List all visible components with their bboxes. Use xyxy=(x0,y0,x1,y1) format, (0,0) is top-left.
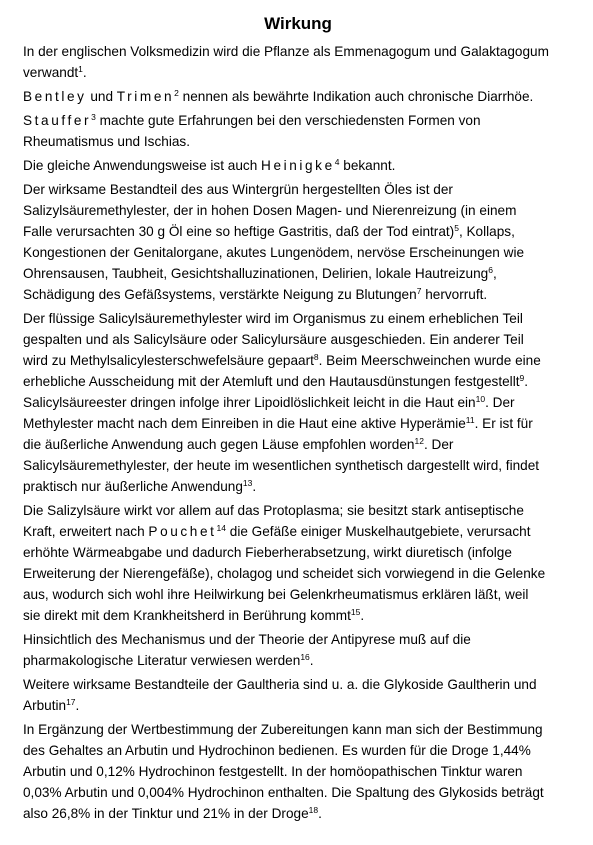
spaced-author-name: Trimen xyxy=(116,89,175,104)
text-run: hervorruft. xyxy=(421,287,488,302)
footnote-marker: 13 xyxy=(242,478,253,488)
text-run: In der englischen Volksmedizin wird die Pflanze als Emmenagogum und Galaktagogum verwandt xyxy=(23,44,549,80)
footnote-marker: 5 xyxy=(454,223,459,233)
text-run: . Beim Meerschweinchen wurde eine erhebliche Ausscheidung mit der Atemluft und den Hautausdünstungen festgestellt xyxy=(23,353,541,389)
text-run: machte gute Erfahrungen bei den verschiedensten Formen von Rheumatismus und Ischias. xyxy=(23,113,481,149)
text-run: . xyxy=(82,65,87,80)
footnote-marker: 14 xyxy=(216,523,226,533)
text-run: Hinsichtlich des Mechanismus und der Theorie der Antipyrese muß auf die pharmakologische Literatur verwiesen werden xyxy=(23,632,471,668)
footnote-marker: 4 xyxy=(334,157,340,167)
paragraph xyxy=(23,41,573,83)
footnote-marker: 11 xyxy=(465,415,475,425)
text-run: In Ergänzung der Wertbestimmung der Zubereitungen kann man sich der Bestimmung des Gehaltes an Arbutin und Hydrochinon bedienen. Es wurden für die Droge 1,44% Arbutin und 0,12% Hydrochinon festgestellt. In der homöopathischen Tinktur waren 0,03% Arbutin und 0,004% Hydrochinon enthalten. Die Spaltung des Glykosids beträgt also 26,8% in der Tinktur und 21% in der Droge xyxy=(23,722,544,821)
spaced-author-name: Bentley xyxy=(23,89,87,104)
body-text xyxy=(23,41,573,824)
text-run: Der wirksame Bestandteil des aus Wintergrün hergestellten Öles ist der Salizylsäuremethylester, der in hohen Dosen Magen- und Nierenreizung (in einem Falle verursachten 30 g Öl eine so heftige Gastritis, daß der Tod eintrat) xyxy=(23,182,517,239)
text-run: bekannt. xyxy=(339,158,396,173)
text-run: . xyxy=(360,608,365,623)
text-run: , Kollaps, Kongestionen der Genitalorgane, akutes Lungenödem, nervöse Erscheinungen wie Ohrensausen, Taubheit, Gesichtshalluzinationen, Delirien, lokale Hautreizung xyxy=(23,224,525,281)
text-run: . Er ist für die äußerliche Anwendung auch gegen Läuse empfohlen worden xyxy=(23,416,533,452)
footnote-marker: 2 xyxy=(174,88,179,98)
paragraph xyxy=(23,110,573,152)
spaced-author-name: Pouchet xyxy=(148,524,217,539)
footnote-marker: 1 xyxy=(78,64,83,74)
footnote-marker: 17 xyxy=(66,697,76,707)
paragraph xyxy=(23,500,573,626)
paragraph xyxy=(23,179,573,305)
text-run: . xyxy=(75,698,80,713)
footnote-marker: 10 xyxy=(475,394,486,404)
footnote-marker: 18 xyxy=(308,805,319,815)
text-run: . Der Methylester macht nach dem Einreiben in die Haut eine aktive Hyperämie xyxy=(23,395,515,431)
text-run: Weitere wirksame Bestandteile der Gaultheria sind u. a. die Glykoside Gaultherin und Arbutin xyxy=(23,677,537,713)
text-run: Die Salizylsäure wirkt vor allem auf das Protoplasma; sie besitzt stark antiseptische Kraft, erweitert nach xyxy=(23,503,524,539)
text-run: . xyxy=(318,806,322,821)
paragraph xyxy=(23,86,573,107)
text-run: . Der Salicylsäuremethylester, der heute im wesentlichen synthetisch dargestellt wird, findet praktisch nur äußerliche Anwendung xyxy=(23,437,540,494)
footnote-marker: 15 xyxy=(350,607,361,617)
text-run: Der flüssige Salicylsäuremethylester wird im Organismus zu einem erheblichen Teil gespalten und als Salicylsäure oder Salicylursäure ausgeschieden. Ein anderer Teil wird zu Methylsalicylesterschwefelsäure gepaart xyxy=(23,311,524,368)
paragraph xyxy=(23,308,573,497)
section-title: Wirkung xyxy=(264,14,332,33)
footnote-marker: 12 xyxy=(414,436,424,446)
text-run: . Salicylsäureester dringen infolge ihrer Lipoidlöslichkeit leicht in die Haut ein xyxy=(23,374,529,410)
footnote-marker: 9 xyxy=(519,373,525,383)
spaced-author-name: Heinigke xyxy=(261,158,335,173)
paragraph xyxy=(23,719,573,824)
text-run: . xyxy=(252,479,257,494)
paragraph xyxy=(23,155,573,176)
paragraph xyxy=(23,629,573,671)
text-run: und xyxy=(86,89,117,104)
footnote-marker: 3 xyxy=(91,112,96,122)
footnote-marker: 8 xyxy=(313,352,319,362)
text-run: nennen als bewährte Indikation auch chronische Diarrhöe. xyxy=(178,89,534,104)
footnote-marker: 7 xyxy=(416,286,422,296)
text-run: Die gleiche Anwendungsweise ist auch xyxy=(23,158,262,173)
footnote-marker: 16 xyxy=(300,652,310,662)
paragraph xyxy=(23,674,573,716)
text-run: die Gefäße einiger Muskelhautgebiete, verursacht erhöhte Wärmeabgabe und dadurch Fieberherabsetzung, wirkt diuretisch (infolge Erweiterung der Nierengefäße), cholagog und scheidet sich vorwiegend in die Gelenke aus, wodurch sich wohl ihre Heilwirkung bei Gelenkrheumatismus erklären läßt, weil sie direkt mit dem Krankheitsherd in Berührung kommt xyxy=(23,524,546,623)
text-run: , Schädigung des Gefäßsystems, verstärkte Neigung zu Blutungen xyxy=(23,266,497,302)
spaced-author-name: Stauffer xyxy=(23,113,92,128)
footnote-marker: 6 xyxy=(488,265,493,275)
text-run: . xyxy=(309,653,314,668)
